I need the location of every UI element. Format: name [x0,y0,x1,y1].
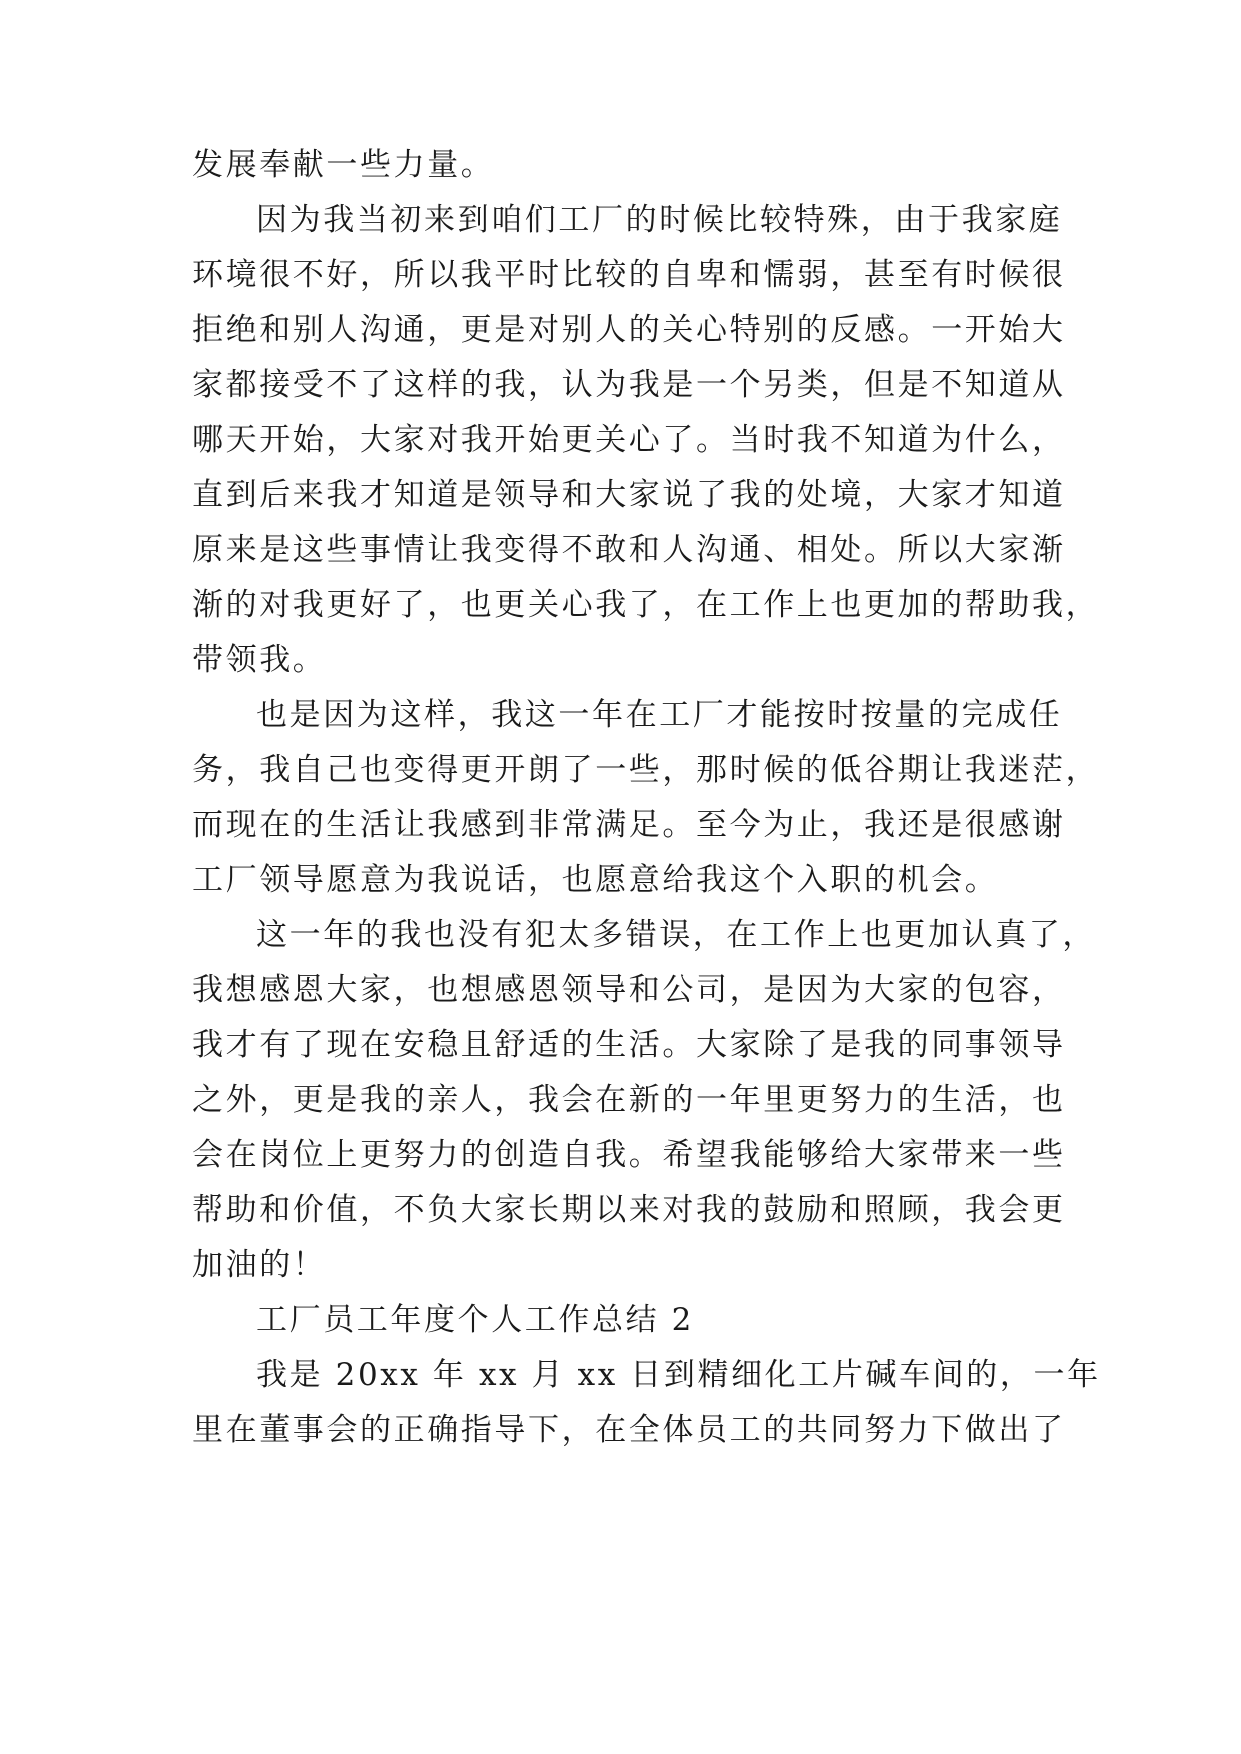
paragraph-start: 我是 20xx 年 xx 月 xx 日到精细化工片碱车间的，一年 [256,1357,1101,1393]
text-line: 渐的对我更好了，也更关心我了，在工作上也更加的帮助我， [192,587,1100,623]
text-line: 拒绝和别人沟通，更是对别人的关心特别的反感。一开始大 [192,312,1066,348]
text-line: 务，我自己也变得更开朗了一些，那时候的低谷期让我迷茫， [192,752,1100,788]
paragraph-start: 因为我当初来到咱们工厂的时候比较特殊，由于我家庭 [256,202,1063,238]
text-line: 我想感恩大家，也想感恩领导和公司，是因为大家的包容， [192,972,1066,1008]
text-line: 带领我。 [192,642,327,678]
text-line: 里在董事会的正确指导下，在全体员工的共同努力下做出了 [192,1412,1066,1448]
text-line: 之外，更是我的亲人，我会在新的一年里更努力的生活，也 [192,1082,1066,1118]
text-line: 哪天开始，大家对我开始更关心了。当时我不知道为什么， [192,422,1066,458]
text-line: 帮助和价值，不负大家长期以来对我的鼓励和照顾，我会更 [192,1192,1066,1228]
text-line: 环境很不好，所以我平时比较的自卑和懦弱，甚至有时候很 [192,257,1066,293]
text-line: 家都接受不了这样的我，认为我是一个另类，但是不知道从 [192,367,1066,403]
text-line: 工厂领导愿意为我说话，也愿意给我这个入职的机会。 [192,862,999,898]
text-line: 加油的！ [192,1247,327,1283]
text-line: 会在岗位上更努力的创造自我。希望我能够给大家带来一些 [192,1137,1066,1173]
paragraph-start: 这一年的我也没有犯太多错误，在工作上也更加认真了， [256,917,1096,953]
section-heading: 工厂员工年度个人工作总结 2 [256,1302,694,1338]
text-line: 直到后来我才知道是领导和大家说了我的处境，大家才知道 [192,477,1066,513]
text-line: 而现在的生活让我感到非常满足。至今为止，我还是很感谢 [192,807,1066,843]
text-line: 发展奉献一些力量。 [192,147,495,183]
paragraph-start: 也是因为这样，我这一年在工厂才能按时按量的完成任 [256,697,1063,733]
text-line: 我才有了现在安稳且舒适的生活。大家除了是我的同事领导 [192,1027,1066,1063]
text-line: 原来是这些事情让我变得不敢和人沟通、相处。所以大家渐 [192,532,1066,568]
